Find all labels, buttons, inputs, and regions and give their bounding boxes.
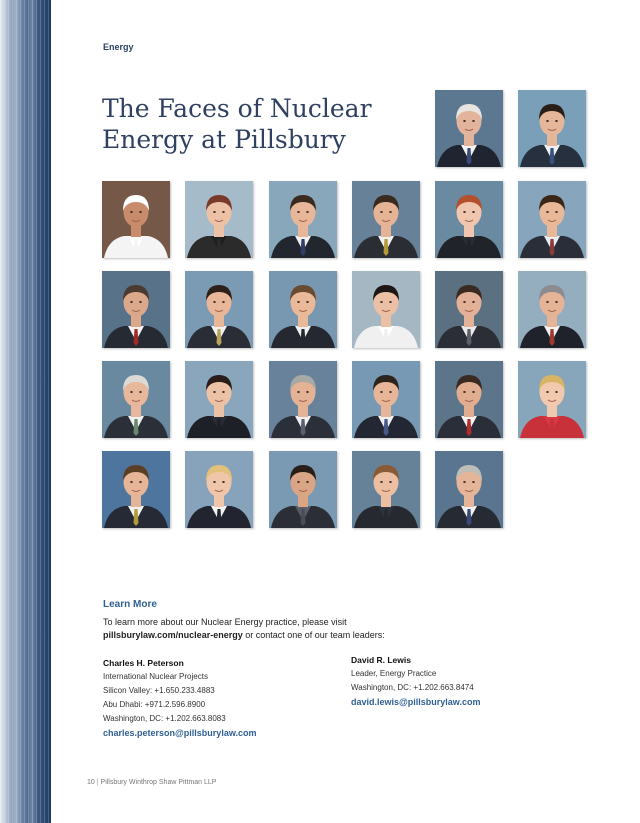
portrait-photo: [269, 361, 337, 438]
contact-phone: Washington, DC: +1.202.663.8474: [351, 683, 474, 692]
portrait-photo: [435, 361, 503, 438]
contact-phone: Silicon Valley: +1.650.233.4883: [103, 686, 215, 695]
portrait-photo: [185, 451, 253, 528]
portrait-photo: [435, 181, 503, 258]
portrait-photo: [435, 451, 503, 528]
firm-name: Pillsbury Winthrop Shaw Pittman LLP: [100, 779, 217, 786]
intro-tail: or contact one of our team leaders:: [242, 630, 385, 640]
contact-phone: Abu Dhabi: +971.2.596.8900: [103, 700, 206, 709]
contact-title: International Nuclear Projects: [103, 672, 208, 681]
portrait-photo: [352, 271, 420, 348]
section-tag: Energy: [103, 42, 134, 52]
contact-email-link[interactable]: charles.peterson@pillsburylaw.com: [103, 728, 257, 738]
contact-card-peterson: [103, 656, 257, 740]
portrait-photo: [185, 271, 253, 348]
learn-more-heading: Learn More: [103, 599, 157, 610]
contact-email-link[interactable]: david.lewis@pillsburylaw.com: [351, 697, 481, 707]
portrait-photo: [185, 361, 253, 438]
portrait-photo: [518, 90, 586, 167]
page-title-line-2: Energy at Pillsbury: [102, 125, 346, 154]
contact-card-lewis: [351, 653, 480, 709]
page-footer: [87, 779, 216, 786]
portrait-photo: [435, 271, 503, 348]
portrait-photo: [269, 181, 337, 258]
portrait-photo: [185, 181, 253, 258]
page-title-line-1: The Faces of Nuclear: [102, 94, 372, 123]
page-title: [102, 93, 402, 155]
decorative-side-band: [0, 0, 51, 823]
portrait-photo: [518, 361, 586, 438]
portrait-photo: [102, 181, 170, 258]
contact-title: Leader, Energy Practice: [351, 669, 437, 678]
intro-text: To learn more about our Nuclear Energy practice, please visit: [103, 617, 347, 627]
footer-separator: |: [96, 779, 99, 786]
contact-name: Charles H. Peterson: [103, 658, 184, 668]
contact-name: David R. Lewis: [351, 655, 411, 665]
portrait-photo: [518, 271, 586, 348]
portrait-photo: [102, 361, 170, 438]
portrait-photo: [352, 361, 420, 438]
portrait-photo: [352, 181, 420, 258]
portrait-photo: [352, 451, 420, 528]
portrait-photo: [269, 451, 337, 528]
practice-link[interactable]: pillsburylaw.com/nuclear-energy: [103, 630, 243, 640]
portrait-photo: [269, 271, 337, 348]
portrait-photo: [518, 181, 586, 258]
portrait-photo: [102, 271, 170, 348]
portrait-photo: [102, 451, 170, 528]
page-number: 10: [87, 779, 95, 786]
portrait-photo: [435, 90, 503, 167]
learn-more-intro: [103, 616, 523, 642]
contact-phone: Washington, DC: +1.202.663.8083: [103, 714, 226, 723]
